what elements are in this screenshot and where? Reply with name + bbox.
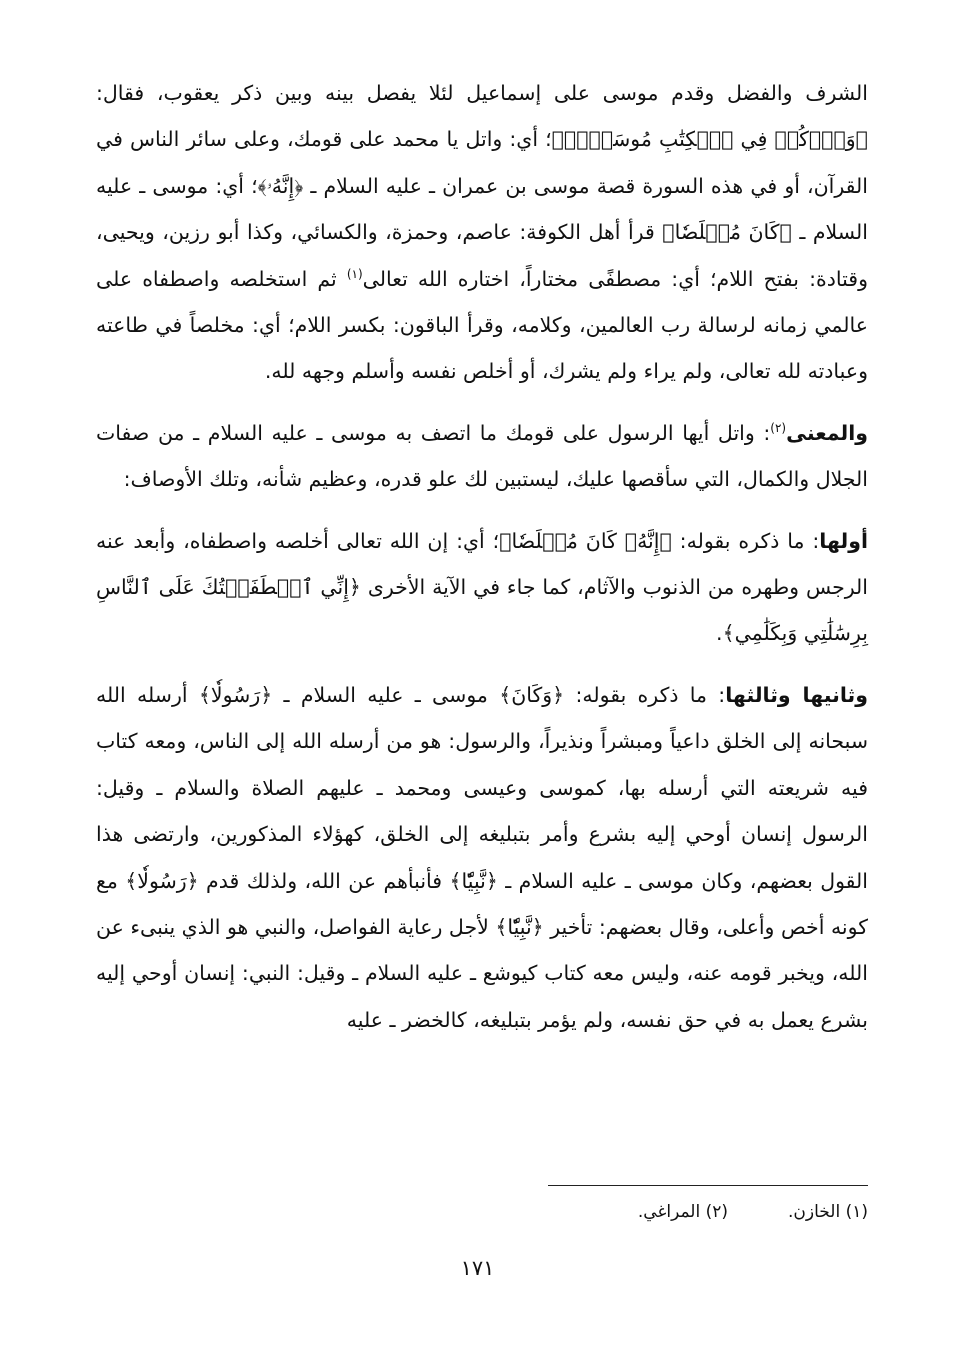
text-run: ؛ أي: موسى ـ عليه السلام ـ (96, 173, 869, 245)
quran-verse: ﴿إِنِّي ٱصۡطَفَيۡتُكَ عَلَى ٱلنَّاسِ بِرِسَٰلَٰتِي وَبِكَلَٰمِي﴾ (96, 575, 868, 646)
text-run: فأنبأهم عن الله، ولذلك قدم (198, 868, 450, 893)
paragraph-lead: وثانيها وثالثها (725, 682, 868, 707)
footnote-item: (١) الخازن. (788, 1202, 868, 1222)
footnote-item: (٢) المراغي. (637, 1202, 729, 1222)
page-body (96, 70, 868, 1043)
paragraph-lead: أولها (819, 528, 868, 553)
footnote-ref: (٢) (770, 421, 787, 436)
quran-verse: ﴿إِنَّهُۥ كَانَ مُخۡلَصٗا﴾ (499, 528, 672, 553)
footnote-ref: (١) (346, 266, 363, 281)
quran-verse: ﴿نَّبِيّٗا﴾ (449, 868, 498, 893)
paragraph-meaning (96, 410, 868, 503)
quran-verse: ﴿رَسُولٗا﴾ (198, 682, 273, 707)
text-run: : واتل أيها الرسول على قومك ما اتصف به موسى ـ عليه السلام ـ من صفات الجلال والكمال، التي سأقصها عليك، ليستبين لك علو قدره، وعظيم شأنه، وتلك الأوصاف: (96, 420, 868, 492)
quran-verse: ﴿نَّبِيّٗا﴾ (495, 914, 544, 939)
text-run: لأجل رعاية الفواصل، والنبي هو الذي ينبىء عن الله، ويخبر قومه عنه، وليس معه كتاب كيوشع ـ عليه السلام ـ وقيل: النبي: إنسان أوحي إليه بشرع يعمل به في حق نفسه، ولم يؤمر بتبليغه، كالخضر ـ عليه (96, 914, 868, 1032)
text-run: ؛ أي: إن الله تعالى أخلصه واصطفاه، وأبعد عنه الرجس وطهره من الذنوب والآثام، كما جاء في الآية الأخرى (96, 528, 868, 600)
text-run: موسى ـ عليه السلام ـ (272, 682, 500, 707)
footnotes (268, 1200, 868, 1224)
paragraph-lead: والمعنى (786, 420, 868, 445)
text-run: الشرف والفضل وقدم موسى على إسماعيل لئلا يفصل بينه وبين ذكر يعقوب، فقال: (96, 81, 868, 105)
text-run: . (716, 621, 723, 646)
quran-verse: ﴿وَٱذۡكُرۡ فِي ٱلۡكِتَٰبِ مُوسَىٰٓۚ﴾ (551, 127, 868, 152)
text-run: ثم استخلصه واصطفاه على عالمي زمانه لرسالة رب العالمين، وكلامه، وقرأ الباقون: بكسر اللام؛ أي: مخلصاً في طاعته وعبادته لله تعالى، ولم يراء ولم يشرك، أو أخلص نفسه وأسلم وجهه لله. (96, 266, 868, 384)
text-run: مع كونه أخص وأعلى، وقال بعضهم: تأخير (96, 868, 868, 939)
text-run: أرسله الله سبحانه إلى الخلق داعياً ومبشراً ونذيراً، والرسول: هو من أرسله الله إلى الناس، ومعه كتاب فيه شريعته التي أرسله بها، كموسى وعيسى ومحمد ـ عليهم الصلاة والسلام ـ وقيل: الرسول إنسان أوحي إليه بشرع وأمر بتبليغه إلى الخلق، كهؤلاء المذكورين، وارتضى هذا القول بعضهم، وكان موسى ـ عليه السلام ـ (96, 682, 868, 893)
page-number: ١٧١ (460, 1256, 495, 1280)
text-run: : ما ذكره بقوله: (671, 528, 820, 553)
text-run: ؛ أي: واتل يا محمد على قومك، وعلى سائر الناس في القرآن، أو في هذه السورة قصة موسى بن عمران ـ عليه السلام ـ (96, 127, 868, 198)
quran-verse: ﴿وَكَانَ﴾ (499, 682, 565, 707)
quran-verse: ﴿كَانَ مُخۡلَصٗا﴾ (662, 220, 792, 245)
text-run: : ما ذكره بقوله: (564, 682, 726, 707)
quran-verse: ﴿رَسُولٗا﴾ (125, 868, 199, 893)
text-run: قرأ أهل الكوفة: عاصم، وحمزة، والكسائي، وكذا أبو رزين، ويحيى، وقتادة: بفتح اللام؛ أي: مصطفًى مختاراً، اختاره الله تعالى (96, 220, 868, 291)
paragraph-intro (96, 70, 868, 395)
quran-verse: ﴿إِنَّهُۥ﴾ (257, 173, 304, 198)
footnote-divider (548, 1185, 868, 1186)
paragraph-second-third (96, 672, 868, 1043)
paragraph-first (96, 518, 868, 657)
